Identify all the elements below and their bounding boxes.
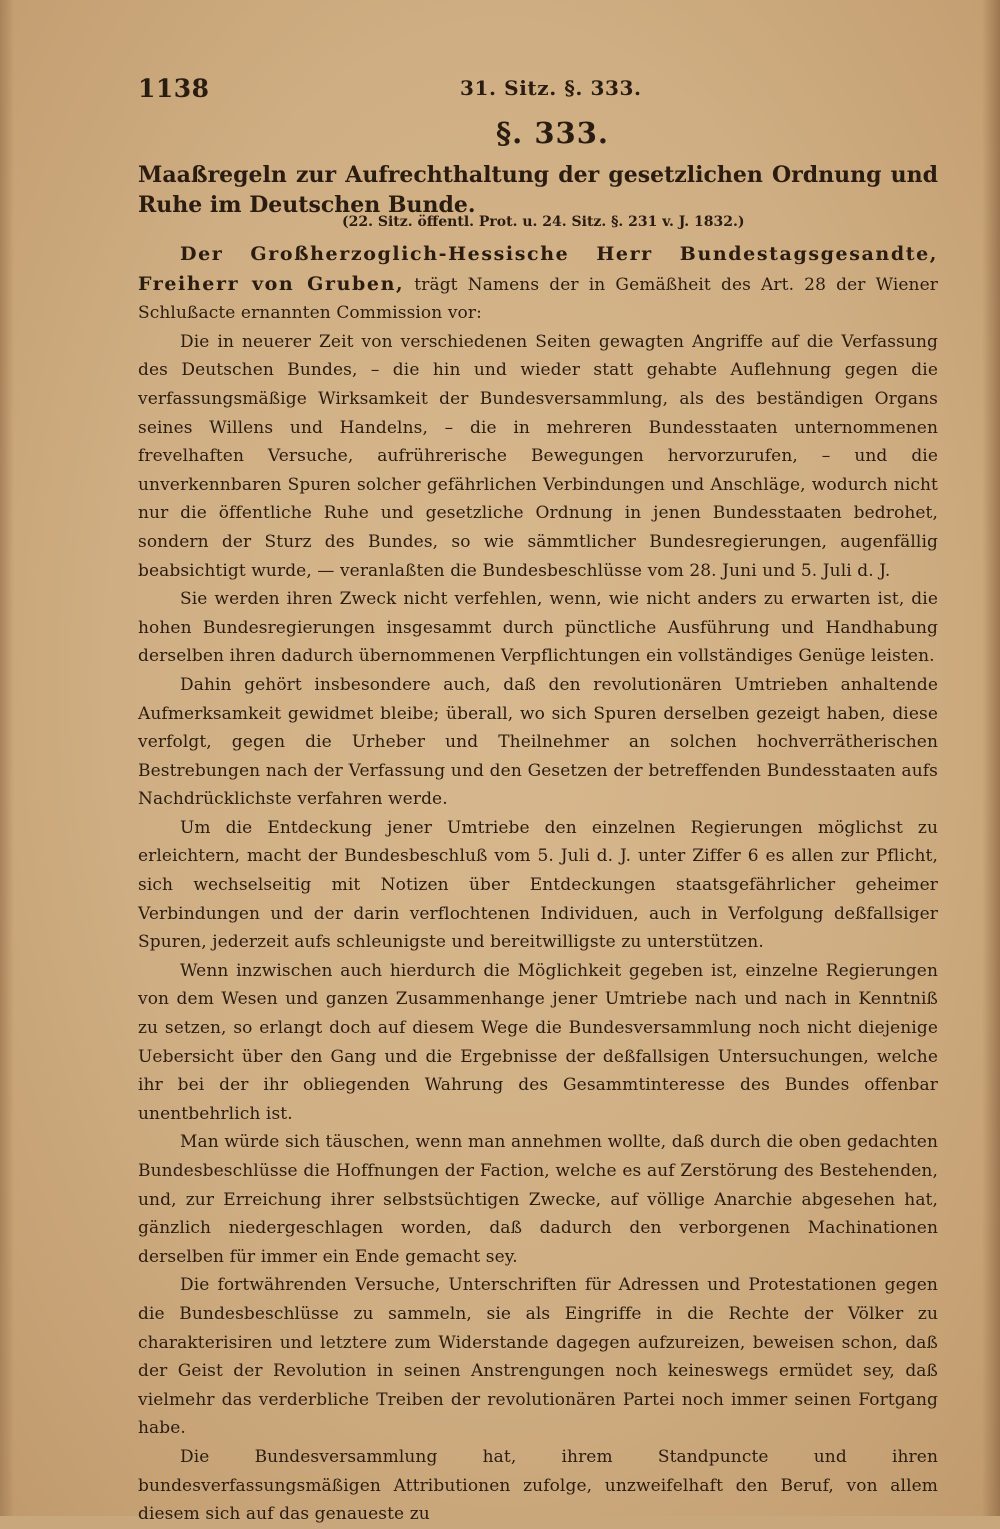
running-head: 31. Sitz. §. 333.	[460, 76, 642, 100]
speaker-name: Der Großherzoglich-Hessische Herr Bundestagsgesandte, Freiherr von Gruben,	[138, 243, 938, 295]
body-text	[138, 240, 938, 1529]
section-number: §. 333.	[496, 116, 609, 150]
paragraph: Die fortwährenden Versuche, Unterschriften für Adressen und Protestationen gegen die Bundesbeschlüsse zu sammeln, sie als Eingriffe in die Rechte der Völker zu charakterisiren und letztere zum Widerstande dagegen aufzureizen, beweisen schon, daß der Geist der Revolution in seinen Anstrengungen noch keineswegs ermüdet sey, daß vielmehr das verderbliche Treiben der revolutionären Partei noch immer seinen Fortgang habe.	[138, 1275, 938, 1439]
section-citation: (22. Sitz. öffentl. Prot. u. 24. Sitz. §. 231 v. J. 1832.)	[342, 214, 745, 230]
page-header	[138, 72, 938, 112]
intro-paragraph	[138, 240, 938, 328]
section-title: Maaßregeln zur Aufrechthaltung der gesetzlichen Ordnung und Ruhe im Deutschen Bunde.	[138, 162, 938, 218]
paragraph: Wenn inzwischen auch hierdurch die Möglichkeit gegeben ist, einzelne Regierungen von dem Wesen und ganzen Zusammenhange jener Umtriebe nach und nach in Kenntniß zu setzen, so erlangt doch auf diesem Wege die Bundesversammlung noch nicht diejenige Uebersicht über den Gang und die Ergebnisse der deßfallsigen Untersuchungen, welche ihr bei der ihr obliegenden Wahrung des Gesammtinteresse des Bundes offenbar unentbehrlich ist.	[138, 960, 938, 1124]
intro-rest: trägt Namens der in Gemäßheit des Art. 28 der Wiener Schlußacte ernannten Commission vor:	[138, 274, 938, 324]
paragraph: Dahin gehört insbesondere auch, daß den revolutionären Umtrieben anhaltende Aufmerksamkeit gewidmet bleibe; überall, wo sich Spuren derselben gezeigt haben, diese verfolgt, gegen die Urheber und Theilnehmer an solchen hochverrätherischen Bestrebungen nach der Verfassung und den Gesetzen der betreffenden Bundesstaaten aufs Nachdrücklichste verfahren werde.	[138, 674, 938, 810]
paragraph: Man würde sich täuschen, wenn man annehmen wollte, daß durch die oben gedachten Bundesbeschlüsse die Hoffnungen der Faction, welche es auf Zerstörung des Bestehenden, und, zur Erreichung ihrer selbstsüchtigen Zwecke, auf völlige Anarchie abgesehen hat, gänzlich niedergeschlagen worden, daß dadurch den verborgenen Machinationen derselben für immer ein Ende gemacht sey.	[138, 1132, 938, 1267]
page-number: 1138	[138, 74, 210, 103]
paragraph: Um die Entdeckung jener Umtriebe den einzelnen Regierungen möglichst zu erleichtern, macht der Bundesbeschluß vom 5. Juli d. J. unter Ziffer 6 es allen zur Pflicht, sich wechselseitig mit Notizen über Entdeckungen staatsgefährlicher geheimer Verbindungen und der darin verflochtenen Individuen, auch in Verfolgung deßfallsiger Spuren, jederzeit aufs schleunigste und bereitwilligste zu unterstützen.	[138, 817, 938, 953]
paragraph: Die in neuerer Zeit von verschiedenen Seiten gewagten Angriffe auf die Verfassung des Deutschen Bundes, – die hin und wieder statt gehabte Auflehnung gegen die verfassungsmäßige Wirksamkeit der Bundesversammlung, als des beständigen Organs seines Willens und Handelns, – die in mehreren Bundesstaaten unternommenen frevelhaften Versuche, aufrührerische Bewegungen hervorzurufen, – und die unverkennbaren Spuren solcher gefährlichen Verbindungen und Anschläge, wodurch nicht nur die öffentliche Ruhe und gesetzliche Ordnung in jenen Bundesstaaten bedrohet, sondern der Sturz des Bundes, so wie sämmtlicher Bundesregierungen, augenfällig beabsichtigt wurde, — veranlaßten die Bundesbeschlüsse vom 28. Juni und 5. Juli d. J.	[138, 331, 938, 581]
page-left-edge-shadow	[0, 0, 14, 1516]
page-right-edge-shadow	[982, 0, 1000, 1516]
paragraph: Sie werden ihren Zweck nicht verfehlen, wenn, wie nicht anders zu erwarten ist, die hohen Bundesregierungen insgesammt durch pünctliche Ausführung und Handhabung derselben ihren dadurch übernommenen Verpflichtungen ein vollständiges Genüge leisten.	[138, 589, 938, 667]
paragraph: Die Bundesversammlung hat, ihrem Standpuncte und ihren bundesverfassungsmäßigen Attributionen zufolge, unzweifelhaft den Beruf, von allem diesem sich auf das genaueste zu	[138, 1446, 938, 1525]
